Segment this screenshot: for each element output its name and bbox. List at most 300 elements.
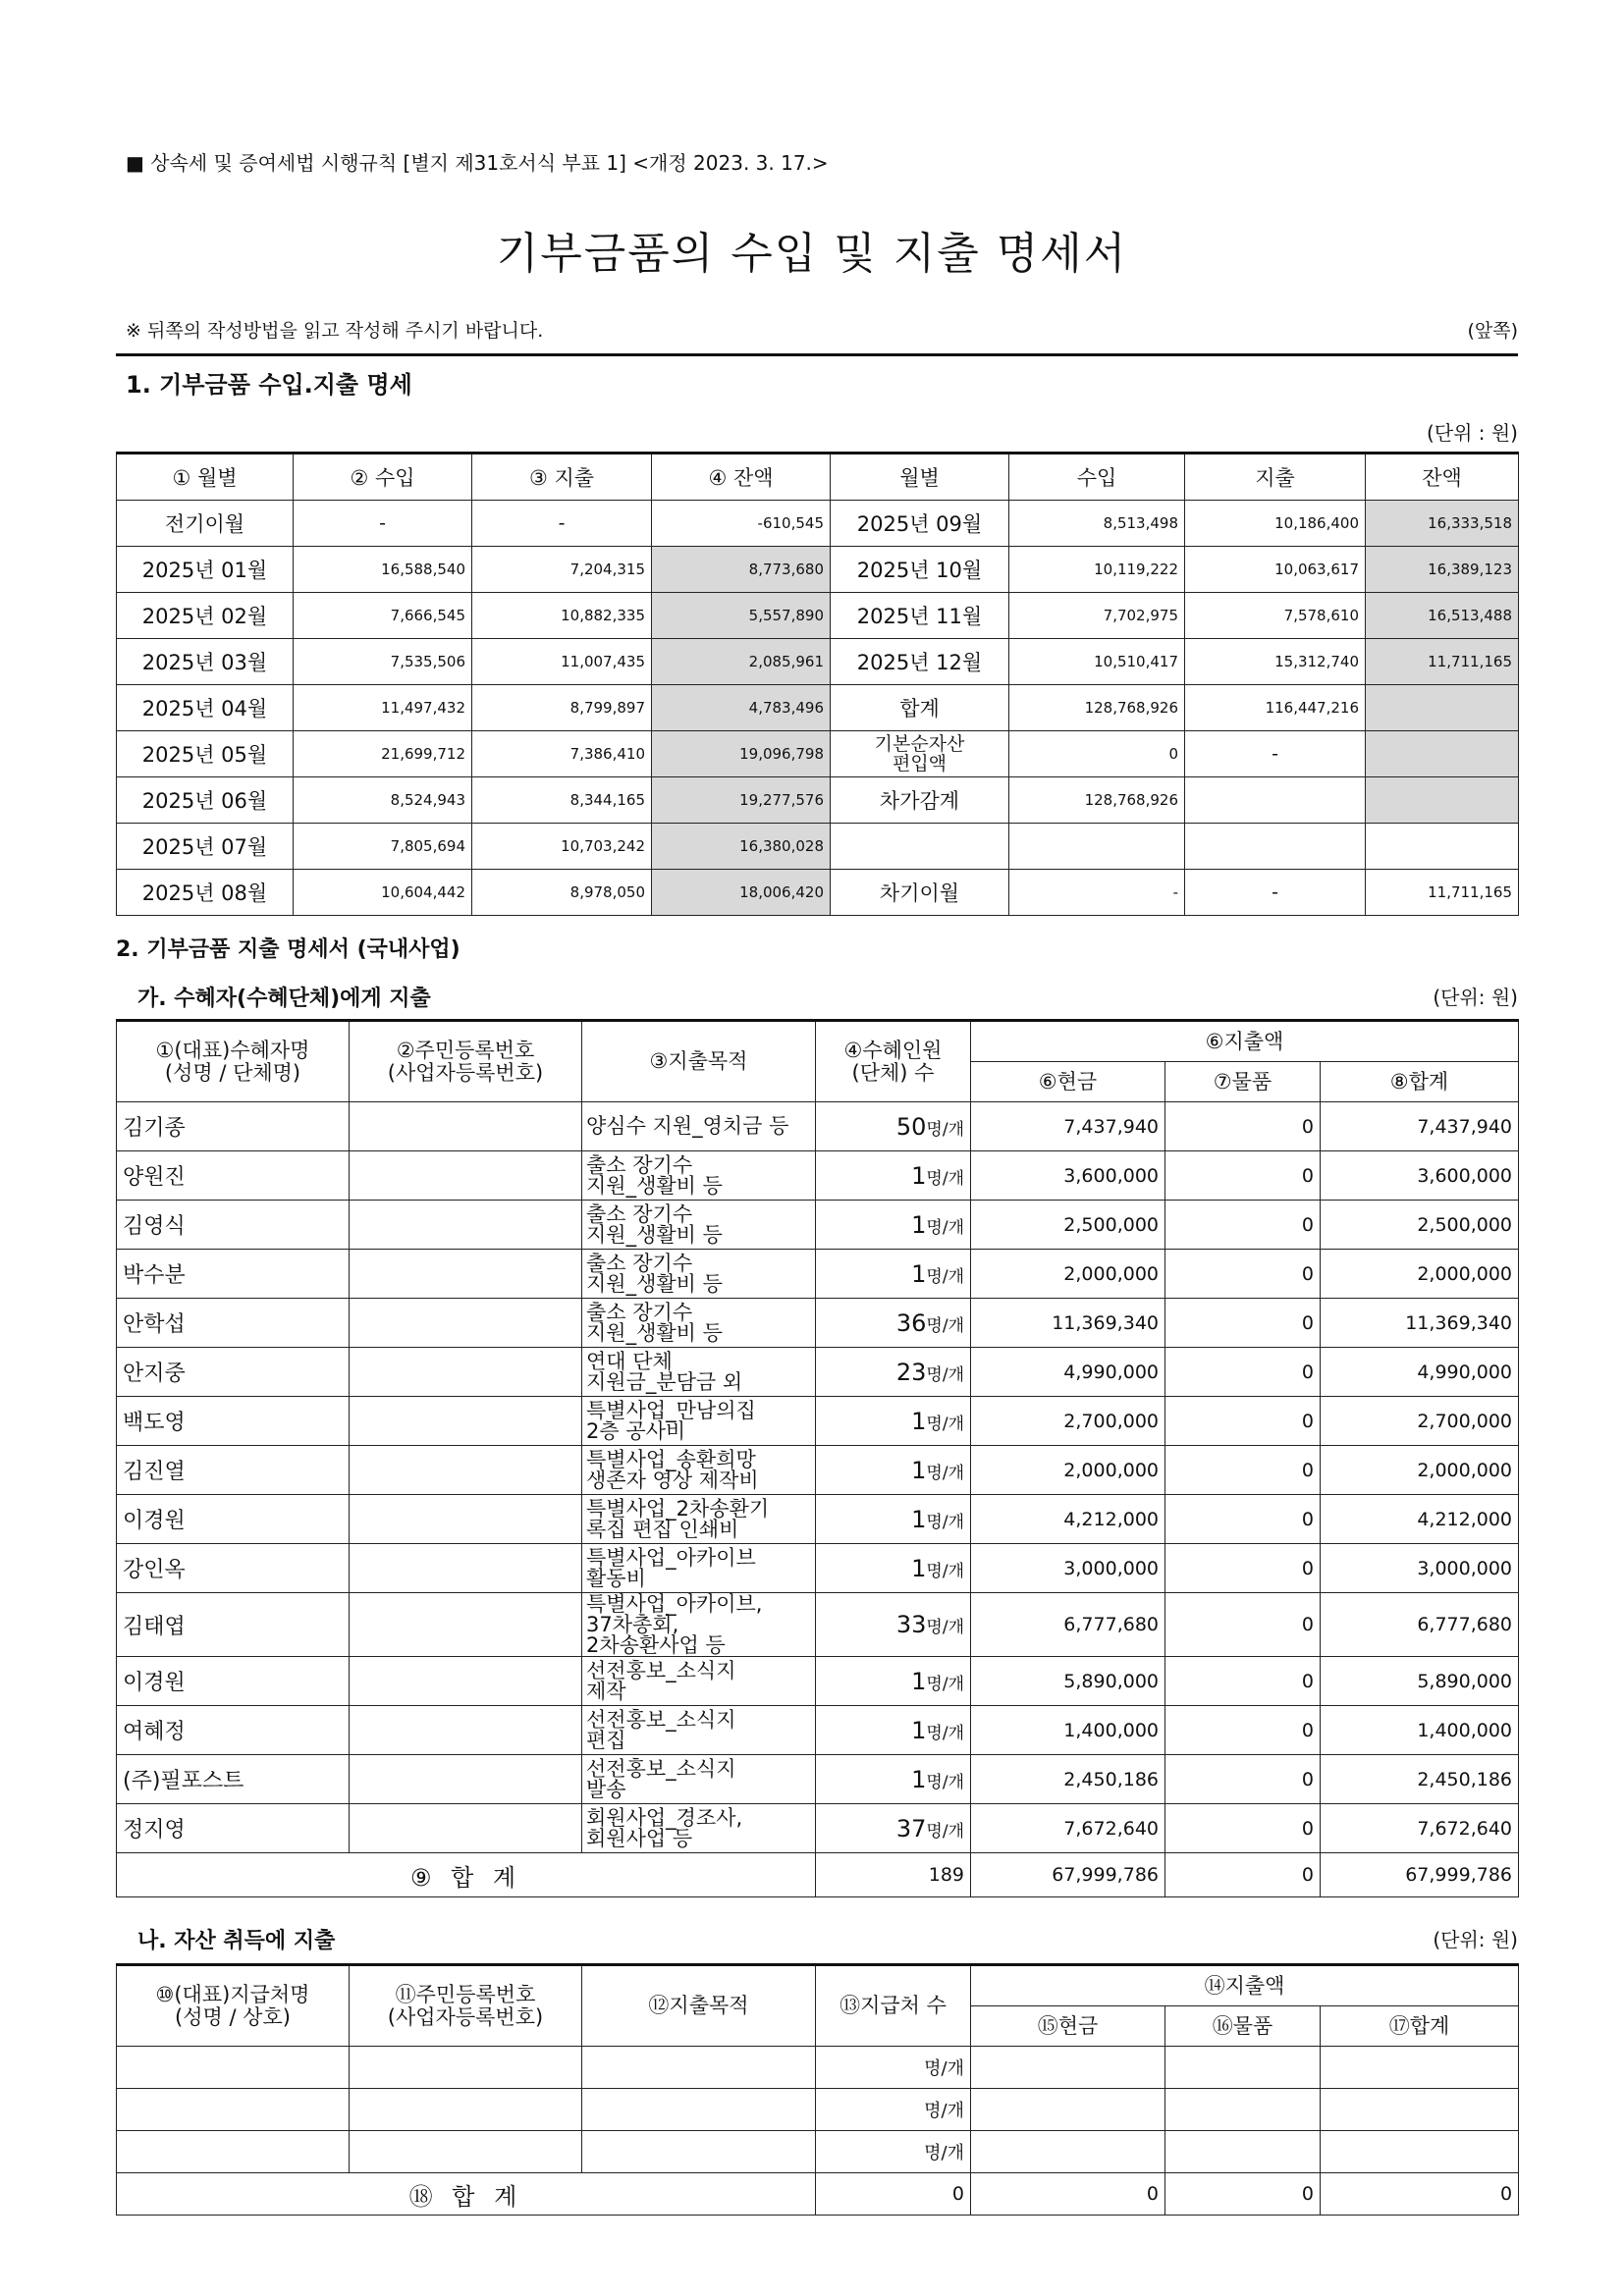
top-rule xyxy=(116,353,1518,356)
unit-label: 명/개 xyxy=(926,1723,964,1743)
header-sum: ⑰합계 xyxy=(1321,2006,1519,2047)
beneficiary-name: 안학섭 xyxy=(117,1299,350,1348)
header-balance-2: 잔액 xyxy=(1366,454,1519,501)
beneficiary-name: 백도영 xyxy=(117,1397,350,1446)
sum-cell: 2,450,186 xyxy=(1321,1755,1519,1804)
unit-label: 명/개 xyxy=(926,1772,964,1792)
section1-unit: (단위 : 원) xyxy=(1426,421,1518,445)
unit-label: 명/개 xyxy=(926,1618,964,1637)
registration-cell xyxy=(350,2089,582,2131)
instruction-note: ※ 뒤쪽의 작성방법을 읽고 작성해 주시기 바랍니다. xyxy=(126,320,544,342)
sum-cell: 4,990,000 xyxy=(1321,1348,1519,1397)
table-row xyxy=(117,777,1519,824)
expense-cell: - xyxy=(472,501,652,547)
table-row xyxy=(117,1250,1519,1299)
registration-cell xyxy=(350,1299,582,1348)
month-cell: 2025년 02월 xyxy=(117,593,294,639)
balance-cell: 18,006,420 xyxy=(652,870,831,916)
balance-cell-2: 11,711,165 xyxy=(1366,639,1519,685)
expense-cell: 8,344,165 xyxy=(472,777,652,824)
header-purpose: ⑫지출목적 xyxy=(582,1965,816,2047)
purpose-cell: 특별사업_송환희망 생존자 영상 제작비 xyxy=(582,1446,816,1495)
section2b-title: 나. 자산 취득에 지출 xyxy=(137,1929,336,1953)
expense-cell-2: - xyxy=(1185,731,1366,777)
header-registration-no: ②주민등록번호 (사업자등록번호) xyxy=(350,1021,582,1102)
header-payee-name: ⑩(대표)지급처명 (성명 / 상호) xyxy=(117,1965,350,2047)
table-row xyxy=(117,731,1519,777)
beneficiary-name: (주)필포스트 xyxy=(117,1755,350,1804)
registration-cell xyxy=(350,1495,582,1544)
balance-cell: 19,277,576 xyxy=(652,777,831,824)
month-cell-2: 기본순자산 편입액 xyxy=(831,731,1009,777)
table-row xyxy=(117,1593,1519,1657)
sum-cell xyxy=(1321,2131,1519,2173)
cash-cell: 7,672,640 xyxy=(971,1804,1165,1853)
table-row xyxy=(117,824,1519,870)
income-cell-2: 10,510,417 xyxy=(1009,639,1185,685)
registration-cell xyxy=(350,1250,582,1299)
expense-cell: 8,978,050 xyxy=(472,870,652,916)
income-cell-2: 10,119,222 xyxy=(1009,547,1185,593)
table-row xyxy=(117,685,1519,731)
expense-cell: 8,799,897 xyxy=(472,685,652,731)
header-cash: ⑥현금 xyxy=(971,1062,1165,1102)
header-income: ② 수입 xyxy=(294,454,472,501)
total-label: ⑱ 합 계 xyxy=(117,2173,816,2216)
sum-cell: 3,600,000 xyxy=(1321,1151,1519,1201)
goods-cell: 0 xyxy=(1165,1348,1321,1397)
beneficiary-name: 안지중 xyxy=(117,1348,350,1397)
count-cell xyxy=(816,1657,971,1706)
month-cell-2: 2025년 10월 xyxy=(831,547,1009,593)
unit-label: 명/개 xyxy=(816,2047,971,2089)
expense-cell-2: 15,312,740 xyxy=(1185,639,1366,685)
unit-label: 명/개 xyxy=(926,1463,964,1483)
cash-cell xyxy=(971,2089,1165,2131)
registration-cell xyxy=(350,2047,582,2089)
goods-cell: 0 xyxy=(1165,1299,1321,1348)
unit-label: 명/개 xyxy=(926,1414,964,1434)
month-cell-2 xyxy=(831,824,1009,870)
count-cell xyxy=(816,1495,971,1544)
balance-cell-2: 16,333,518 xyxy=(1366,501,1519,547)
balance-cell: 2,085,961 xyxy=(652,639,831,685)
expense-cell-2: 116,447,216 xyxy=(1185,685,1366,731)
total-goods: 0 xyxy=(1165,2173,1321,2216)
unit-label: 명/개 xyxy=(926,1364,964,1385)
table-row xyxy=(117,1102,1519,1151)
header-sum: ⑧합계 xyxy=(1321,1062,1519,1102)
cash-cell: 2,500,000 xyxy=(971,1201,1165,1250)
table-row xyxy=(117,1446,1519,1495)
balance-cell-2 xyxy=(1366,685,1519,731)
total-cash: 67,999,786 xyxy=(971,1853,1165,1897)
unit-label: 명/개 xyxy=(926,1561,964,1581)
expense-cell: 10,703,242 xyxy=(472,824,652,870)
unit-label: 명/개 xyxy=(926,1266,964,1287)
table-row xyxy=(117,593,1519,639)
purpose-cell: 출소 장기수 지원_생활비 등 xyxy=(582,1250,816,1299)
cash-cell: 2,000,000 xyxy=(971,1250,1165,1299)
balance-cell: -610,545 xyxy=(652,501,831,547)
cash-cell: 6,777,680 xyxy=(971,1593,1165,1657)
income-cell-2 xyxy=(1009,824,1185,870)
month-cell-2: 합계 xyxy=(831,685,1009,731)
beneficiary-name: 이경원 xyxy=(117,1657,350,1706)
asset-acquisition-table xyxy=(116,1963,1519,2216)
goods-cell: 0 xyxy=(1165,1102,1321,1151)
page-side-label: (앞쪽) xyxy=(1467,320,1518,342)
income-expense-table xyxy=(116,452,1519,916)
unit-label: 명/개 xyxy=(926,1315,964,1336)
section1-title: 1. 기부금품 수입.지출 명세 xyxy=(126,371,412,399)
sum-cell: 7,672,640 xyxy=(1321,1804,1519,1853)
count-value: 1 xyxy=(911,1259,927,1288)
sum-cell xyxy=(1321,2089,1519,2131)
header-amount: ⑭지출액 xyxy=(971,1965,1519,2006)
balance-cell-2: 16,513,488 xyxy=(1366,593,1519,639)
total-row xyxy=(117,2173,1519,2216)
balance-cell-2 xyxy=(1366,824,1519,870)
table-row xyxy=(117,1397,1519,1446)
form-reference-note: ■ 상속세 및 증여세법 시행규칙 [별지 제31호서식 부표 1] <개정 2023. 3. 17.> xyxy=(126,151,829,175)
purpose-cell: 특별사업_2차송환기 록집 편집 인쇄비 xyxy=(582,1495,816,1544)
count-cell xyxy=(816,1102,971,1151)
header-goods: ⑦물품 xyxy=(1165,1062,1321,1102)
beneficiary-name: 여혜정 xyxy=(117,1706,350,1755)
count-value: 33 xyxy=(895,1611,927,1638)
goods-cell: 0 xyxy=(1165,1593,1321,1657)
table-row xyxy=(117,2131,1519,2173)
sum-cell: 11,369,340 xyxy=(1321,1299,1519,1348)
purpose-cell: 선전홍보_소식지 편집 xyxy=(582,1706,816,1755)
income-cell: 11,497,432 xyxy=(294,685,472,731)
count-value: 1 xyxy=(911,1456,927,1484)
cash-cell: 3,600,000 xyxy=(971,1151,1165,1201)
header-amount: ⑥지출액 xyxy=(971,1021,1519,1062)
month-cell: 전기이월 xyxy=(117,501,294,547)
count-cell xyxy=(816,1446,971,1495)
beneficiary-name: 양원진 xyxy=(117,1151,350,1201)
goods-cell: 0 xyxy=(1165,1755,1321,1804)
goods-cell: 0 xyxy=(1165,1250,1321,1299)
purpose-cell: 출소 장기수 지원_생활비 등 xyxy=(582,1151,816,1201)
month-cell-2: 2025년 12월 xyxy=(831,639,1009,685)
table-row xyxy=(117,501,1519,547)
registration-cell xyxy=(350,2131,582,2173)
total-sum: 67,999,786 xyxy=(1321,1853,1519,1897)
table-row xyxy=(117,2047,1519,2089)
count-cell xyxy=(816,1201,971,1250)
balance-cell: 4,783,496 xyxy=(652,685,831,731)
month-cell: 2025년 07월 xyxy=(117,824,294,870)
header-month: ① 월별 xyxy=(117,454,294,501)
income-cell-2: 8,513,498 xyxy=(1009,501,1185,547)
purpose-cell: 연대 단체 지원금_분담금 외 xyxy=(582,1348,816,1397)
balance-cell-2 xyxy=(1366,731,1519,777)
count-cell xyxy=(816,1397,971,1446)
table-row xyxy=(117,1706,1519,1755)
month-cell: 2025년 03월 xyxy=(117,639,294,685)
cash-cell: 3,000,000 xyxy=(971,1544,1165,1593)
beneficiary-name: 강인옥 xyxy=(117,1544,350,1593)
month-cell: 2025년 01월 xyxy=(117,547,294,593)
month-cell-2: 2025년 09월 xyxy=(831,501,1009,547)
payee-name-cell xyxy=(117,2131,350,2173)
table-header-row xyxy=(117,1021,1519,1062)
beneficiary-name: 이경원 xyxy=(117,1495,350,1544)
expense-cell: 11,007,435 xyxy=(472,639,652,685)
total-label: ⑨ 합 계 xyxy=(117,1853,816,1897)
total-count: 0 xyxy=(816,2173,971,2216)
month-cell-2: 차기이월 xyxy=(831,870,1009,916)
count-value: 1 xyxy=(911,1667,927,1695)
unit-label: 명/개 xyxy=(926,1512,964,1532)
purpose-cell: 선전홍보_소식지 제작 xyxy=(582,1657,816,1706)
income-cell-2: 0 xyxy=(1009,731,1185,777)
expense-cell-2: 7,578,610 xyxy=(1185,593,1366,639)
unit-label: 명/개 xyxy=(926,1674,964,1694)
goods-cell xyxy=(1165,2131,1321,2173)
purpose-cell: 출소 장기수 지원_생활비 등 xyxy=(582,1299,816,1348)
purpose-cell xyxy=(582,2131,816,2173)
income-cell: 7,666,545 xyxy=(294,593,472,639)
registration-cell xyxy=(350,1102,582,1151)
sum-cell: 4,212,000 xyxy=(1321,1495,1519,1544)
registration-cell xyxy=(350,1804,582,1853)
expense-cell-2 xyxy=(1185,777,1366,824)
balance-cell-2 xyxy=(1366,777,1519,824)
table-row xyxy=(117,1201,1519,1250)
total-count: 189 xyxy=(816,1853,971,1897)
goods-cell: 0 xyxy=(1165,1544,1321,1593)
sum-cell: 7,437,940 xyxy=(1321,1102,1519,1151)
purpose-cell: 회원사업_경조사, 회원사업 등 xyxy=(582,1804,816,1853)
purpose-cell: 선전홍보_소식지 발송 xyxy=(582,1755,816,1804)
header-payee-count: ⑬지급처 수 xyxy=(816,1965,971,2047)
cash-cell: 5,890,000 xyxy=(971,1657,1165,1706)
registration-cell xyxy=(350,1397,582,1446)
header-balance: ④ 잔액 xyxy=(652,454,831,501)
income-cell-2: 128,768,926 xyxy=(1009,685,1185,731)
purpose-cell: 특별사업_아카이브 활동비 xyxy=(582,1544,816,1593)
header-count: ④수혜인원 (단체) 수 xyxy=(816,1021,971,1102)
balance-cell: 8,773,680 xyxy=(652,547,831,593)
header-beneficiary-name: ①(대표)수혜자명 (성명 / 단체명) xyxy=(117,1021,350,1102)
cash-cell: 1,400,000 xyxy=(971,1706,1165,1755)
goods-cell: 0 xyxy=(1165,1446,1321,1495)
cash-cell: 2,000,000 xyxy=(971,1446,1165,1495)
beneficiary-name: 김영식 xyxy=(117,1201,350,1250)
sum-cell: 2,000,000 xyxy=(1321,1446,1519,1495)
month-cell: 2025년 06월 xyxy=(117,777,294,824)
count-value: 1 xyxy=(911,1554,927,1582)
expense-cell: 10,882,335 xyxy=(472,593,652,639)
cash-cell: 7,437,940 xyxy=(971,1102,1165,1151)
expense-cell: 7,204,315 xyxy=(472,547,652,593)
section2a-title: 가. 수혜자(수혜단체)에게 지출 xyxy=(137,987,431,1011)
cash-cell: 4,990,000 xyxy=(971,1348,1165,1397)
income-cell: 8,524,943 xyxy=(294,777,472,824)
unit-label: 명/개 xyxy=(926,1821,964,1842)
purpose-cell: 양심수 지원_영치금 등 xyxy=(582,1102,816,1151)
income-cell: 21,699,712 xyxy=(294,731,472,777)
count-value: 1 xyxy=(911,1505,927,1533)
expense-cell-2: 10,063,617 xyxy=(1185,547,1366,593)
registration-cell xyxy=(350,1706,582,1755)
month-cell: 2025년 04월 xyxy=(117,685,294,731)
table-row xyxy=(117,1348,1519,1397)
sum-cell: 1,400,000 xyxy=(1321,1706,1519,1755)
registration-cell xyxy=(350,1657,582,1706)
table-row xyxy=(117,639,1519,685)
payee-name-cell xyxy=(117,2089,350,2131)
income-cell-2: 128,768,926 xyxy=(1009,777,1185,824)
goods-cell: 0 xyxy=(1165,1201,1321,1250)
header-purpose: ③지출목적 xyxy=(582,1021,816,1102)
income-cell: 10,604,442 xyxy=(294,870,472,916)
income-cell: 16,588,540 xyxy=(294,547,472,593)
count-value: 1 xyxy=(911,1161,927,1190)
table-row xyxy=(117,870,1519,916)
cash-cell: 4,212,000 xyxy=(971,1495,1165,1544)
header-goods: ⑯물품 xyxy=(1165,2006,1321,2047)
count-cell xyxy=(816,1755,971,1804)
income-cell-2: 7,702,975 xyxy=(1009,593,1185,639)
month-cell: 2025년 08월 xyxy=(117,870,294,916)
sum-cell: 3,000,000 xyxy=(1321,1544,1519,1593)
count-cell xyxy=(816,1804,971,1853)
sum-cell: 2,000,000 xyxy=(1321,1250,1519,1299)
month-cell: 2025년 05월 xyxy=(117,731,294,777)
count-cell xyxy=(816,1593,971,1657)
goods-cell: 0 xyxy=(1165,1657,1321,1706)
count-cell xyxy=(816,1706,971,1755)
income-cell: 7,535,506 xyxy=(294,639,472,685)
unit-label: 명/개 xyxy=(926,1217,964,1238)
purpose-cell xyxy=(582,2047,816,2089)
count-value: 1 xyxy=(911,1407,927,1435)
month-cell-2: 2025년 11월 xyxy=(831,593,1009,639)
section2a-unit: (단위: 원) xyxy=(1433,986,1518,1009)
expense-cell-2: 10,186,400 xyxy=(1185,501,1366,547)
count-value: 1 xyxy=(911,1765,927,1793)
count-cell xyxy=(816,1250,971,1299)
registration-cell xyxy=(350,1348,582,1397)
goods-cell: 0 xyxy=(1165,1151,1321,1201)
header-month-2: 월별 xyxy=(831,454,1009,501)
sum-cell: 2,700,000 xyxy=(1321,1397,1519,1446)
registration-cell xyxy=(350,1446,582,1495)
goods-cell: 0 xyxy=(1165,1397,1321,1446)
header-registration-no: ⑪주민등록번호 (사업자등록번호) xyxy=(350,1965,582,2047)
unit-label: 명/개 xyxy=(816,2089,971,2131)
total-row xyxy=(117,1853,1519,1897)
header-expense-2: 지출 xyxy=(1185,454,1366,501)
balance-cell: 5,557,890 xyxy=(652,593,831,639)
header-income-2: 수입 xyxy=(1009,454,1185,501)
balance-cell: 16,380,028 xyxy=(652,824,831,870)
header-expense: ③ 지출 xyxy=(472,454,652,501)
unit-label: 명/개 xyxy=(816,2131,971,2173)
registration-cell xyxy=(350,1593,582,1657)
count-value: 50 xyxy=(895,1112,927,1141)
table-row xyxy=(117,1755,1519,1804)
goods-cell: 0 xyxy=(1165,1804,1321,1853)
count-value: 37 xyxy=(895,1814,927,1842)
total-cash: 0 xyxy=(971,2173,1165,2216)
beneficiary-name: 김진열 xyxy=(117,1446,350,1495)
expense-cell: 7,386,410 xyxy=(472,731,652,777)
section2-title: 2. 기부금품 지출 명세서 (국내사업) xyxy=(116,937,460,962)
table-row xyxy=(117,1299,1519,1348)
table-row xyxy=(117,1495,1519,1544)
beneficiary-name: 정지영 xyxy=(117,1804,350,1853)
count-value: 23 xyxy=(895,1358,927,1386)
goods-cell xyxy=(1165,2047,1321,2089)
table-row xyxy=(117,1804,1519,1853)
purpose-cell: 특별사업_아카이브, 37차총회, 2차송환사업 등 xyxy=(582,1593,816,1657)
month-cell-2: 차가감계 xyxy=(831,777,1009,824)
table-row xyxy=(117,1544,1519,1593)
document-title: 기부금품의 수입 및 지출 명세서 xyxy=(496,229,1128,279)
beneficiary-name: 박수분 xyxy=(117,1250,350,1299)
count-value: 36 xyxy=(895,1308,927,1337)
income-cell: - xyxy=(294,501,472,547)
count-cell xyxy=(816,1544,971,1593)
cash-cell xyxy=(971,2131,1165,2173)
sum-cell xyxy=(1321,2047,1519,2089)
beneficiary-expense-table xyxy=(116,1019,1519,1897)
table-header-row xyxy=(117,454,1519,501)
table-row xyxy=(117,547,1519,593)
beneficiary-name: 김태엽 xyxy=(117,1593,350,1657)
purpose-cell xyxy=(582,2089,816,2131)
table-row xyxy=(117,1151,1519,1201)
balance-cell: 19,096,798 xyxy=(652,731,831,777)
registration-cell xyxy=(350,1201,582,1250)
payee-name-cell xyxy=(117,2047,350,2089)
registration-cell xyxy=(350,1755,582,1804)
count-value: 1 xyxy=(911,1210,927,1239)
goods-cell xyxy=(1165,2089,1321,2131)
cash-cell: 2,450,186 xyxy=(971,1755,1165,1804)
cash-cell xyxy=(971,2047,1165,2089)
total-goods: 0 xyxy=(1165,1853,1321,1897)
count-value: 1 xyxy=(911,1716,927,1744)
sum-cell: 6,777,680 xyxy=(1321,1593,1519,1657)
sum-cell: 5,890,000 xyxy=(1321,1657,1519,1706)
income-cell-2: - xyxy=(1009,870,1185,916)
cash-cell: 2,700,000 xyxy=(971,1397,1165,1446)
registration-cell xyxy=(350,1151,582,1201)
balance-cell-2: 16,389,123 xyxy=(1366,547,1519,593)
expense-cell-2 xyxy=(1185,824,1366,870)
income-cell: 7,805,694 xyxy=(294,824,472,870)
purpose-cell: 출소 장기수 지원_생활비 등 xyxy=(582,1201,816,1250)
purpose-cell: 특별사업_만남의집 2층 공사비 xyxy=(582,1397,816,1446)
cash-cell: 11,369,340 xyxy=(971,1299,1165,1348)
unit-label: 명/개 xyxy=(926,1168,964,1189)
goods-cell: 0 xyxy=(1165,1495,1321,1544)
total-sum: 0 xyxy=(1321,2173,1519,2216)
expense-cell-2: - xyxy=(1185,870,1366,916)
table-row xyxy=(117,1657,1519,1706)
header-cash: ⑮현금 xyxy=(971,2006,1165,2047)
table-header-row xyxy=(117,1965,1519,2006)
count-cell xyxy=(816,1348,971,1397)
balance-cell-2: 11,711,165 xyxy=(1366,870,1519,916)
